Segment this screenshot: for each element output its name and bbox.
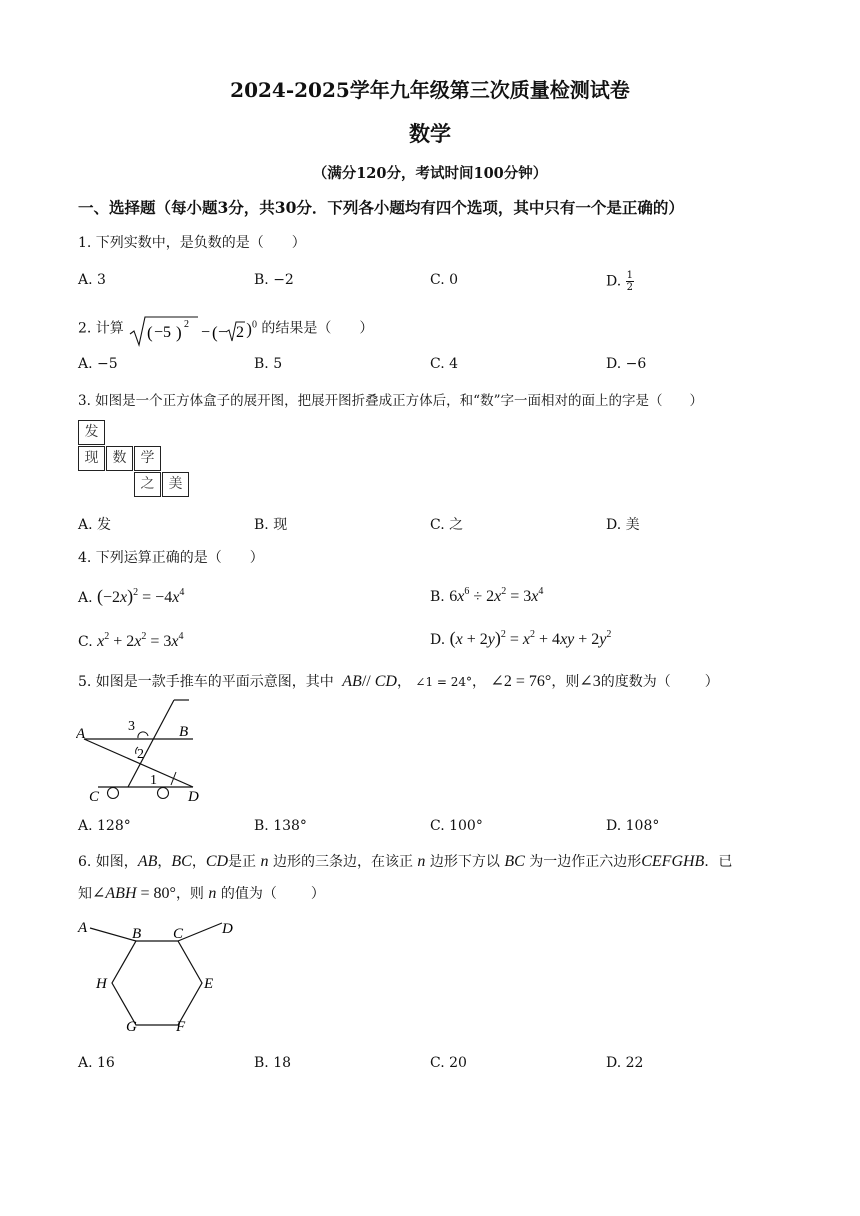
svg-text:−5: −5 — [154, 324, 172, 341]
subject-title: 数学 — [409, 121, 451, 146]
q2-prefix: 2. 计算 — [78, 320, 124, 337]
question-3: 3. 如图是一个正方体盒子的展开图，把展开图折叠成正方体后，和“数”字一面相对的面上的字是（ ） — [78, 393, 703, 409]
fig6-label-b: B — [132, 926, 142, 942]
question-5: 5. 如图是一款手推车的平面示意图，其中 AB// CD， ∠1 = 24°， ∠2 = 76°，则∠3的度数为（ ） — [78, 673, 719, 690]
q6-option-d: D. 22 — [606, 1055, 644, 1071]
q5-option-c: C. 100° — [430, 818, 483, 834]
q5-option-d: D. 108° — [606, 818, 660, 834]
q2-option-a: A. −5 — [78, 356, 118, 372]
q6-prefix: 6. 如图， — [78, 854, 138, 870]
q3-option-b: B. 现 — [254, 517, 288, 533]
fig6-label-g: G — [126, 1019, 137, 1035]
q4-option-c-label: C. — [78, 634, 93, 650]
q2-expression: ( −5 ) 2 − ( − 2 )$^0$ — [128, 314, 257, 348]
svg-text:2: 2 — [184, 319, 190, 330]
q2-suffix: 的结果是（ ） — [261, 320, 374, 337]
net-cell-zhi: 之 — [134, 472, 161, 497]
fig5-label-a: A — [76, 726, 86, 742]
q4-option-b-label: B. — [430, 589, 445, 605]
question-6-line1: 6. 如图，AB，BC，CD是正 n 边形的三条边，在该正 n 边形下方以 BC 为一边作正六边形CEFGHB．已 — [78, 853, 733, 870]
q4-option-d-label: D. — [430, 632, 446, 648]
q6-option-b: B. 18 — [254, 1055, 292, 1071]
svg-text:−: − — [201, 324, 211, 341]
fig5-label-2: 2 — [137, 747, 144, 762]
fig6-label-a: A — [78, 920, 88, 936]
cube-net-figure — [78, 420, 190, 500]
q5-option-a: A. 128° — [78, 818, 131, 834]
q1-option-d-label: D. — [606, 273, 622, 290]
question-4: 4. 下列运算正确的是（ ） — [78, 550, 264, 566]
question-1: 1. 下列实数中，是负数的是（ ） — [78, 235, 306, 251]
fig5-label-b: B — [179, 724, 189, 740]
q5-prefix: 5. 如图是一款手推车的平面示意图，其中 — [78, 674, 334, 690]
question-2 — [78, 312, 373, 346]
q1-option-a: A. 3 — [78, 272, 106, 288]
fig6-label-c: C — [173, 926, 184, 942]
fig5-label-3: 3 — [128, 719, 135, 734]
cart-figure — [76, 692, 206, 804]
sqrt-expression-svg — [128, 314, 246, 348]
q2-option-b: B. 5 — [254, 356, 283, 372]
q3-option-c: C. 之 — [430, 517, 464, 533]
q6-line2-prefix: 知 — [78, 886, 92, 902]
hexagon-figure — [76, 914, 246, 1036]
fig6-label-d: D — [222, 921, 233, 937]
exam-title: 2024-2025学年九年级第三次质量检测试卷 — [230, 78, 630, 102]
q1-option-b: B. −2 — [254, 272, 294, 288]
svg-text:): ) — [176, 323, 182, 342]
fig5-label-d: D — [188, 789, 199, 804]
q4-option-a: A. $(-2x)^2 = -4x^4$ — [78, 586, 185, 606]
net-cell-shu: 数 — [106, 446, 133, 471]
q4-option-d: D. $(x + 2y)^2 = x^2 + 4xy + 2y^2$ — [430, 628, 612, 648]
fig6-label-e: E — [204, 976, 214, 992]
fraction: $\frac{1}{2}$ — [626, 270, 634, 293]
net-cell-fa: 发 — [78, 420, 105, 445]
fig5-label-c: C — [89, 789, 100, 804]
svg-text:2: 2 — [236, 324, 245, 341]
q5-option-b: B. 138° — [254, 818, 307, 834]
q2-option-c: C. 4 — [430, 356, 459, 372]
q3-option-d: D. 美 — [606, 517, 640, 533]
q4-option-a-label: A. — [78, 590, 93, 606]
fig6-label-f: F — [176, 1019, 186, 1035]
net-cell-mei: 美 — [162, 472, 189, 497]
section-heading: 一、选择题（每小题3分，共30分．下列各小题均有四个选项，其中只有一个是正确的） — [78, 198, 684, 217]
q1-option-c: C. 0 — [430, 272, 459, 288]
question-6-line2: 知∠ABH = 80°，则 n 的值为（ ） — [78, 885, 325, 902]
fig5-label-1: 1 — [150, 773, 157, 788]
net-cell-xian: 现 — [78, 446, 105, 471]
exam-info: （满分120分，考试时间100分钟） — [312, 165, 548, 182]
net-cell-xue: 学 — [134, 446, 161, 471]
q4-option-c: C. $x^2 + 2x^2 = 3x^4$ — [78, 631, 184, 650]
q6-option-a: A. 16 — [78, 1055, 115, 1071]
q4-option-b: B. $6x^6 \div 2x^2 = 3x^4$ — [430, 586, 544, 605]
svg-text:(: ( — [212, 323, 218, 342]
svg-text:(: ( — [147, 323, 153, 342]
svg-text:−: − — [218, 324, 228, 341]
q2-option-d: D. −6 — [606, 356, 647, 372]
q1-option-d — [606, 270, 634, 293]
fig6-label-h: H — [96, 976, 107, 992]
q6-option-c: C. 20 — [430, 1055, 467, 1071]
q3-option-a: A. 发 — [78, 517, 112, 533]
